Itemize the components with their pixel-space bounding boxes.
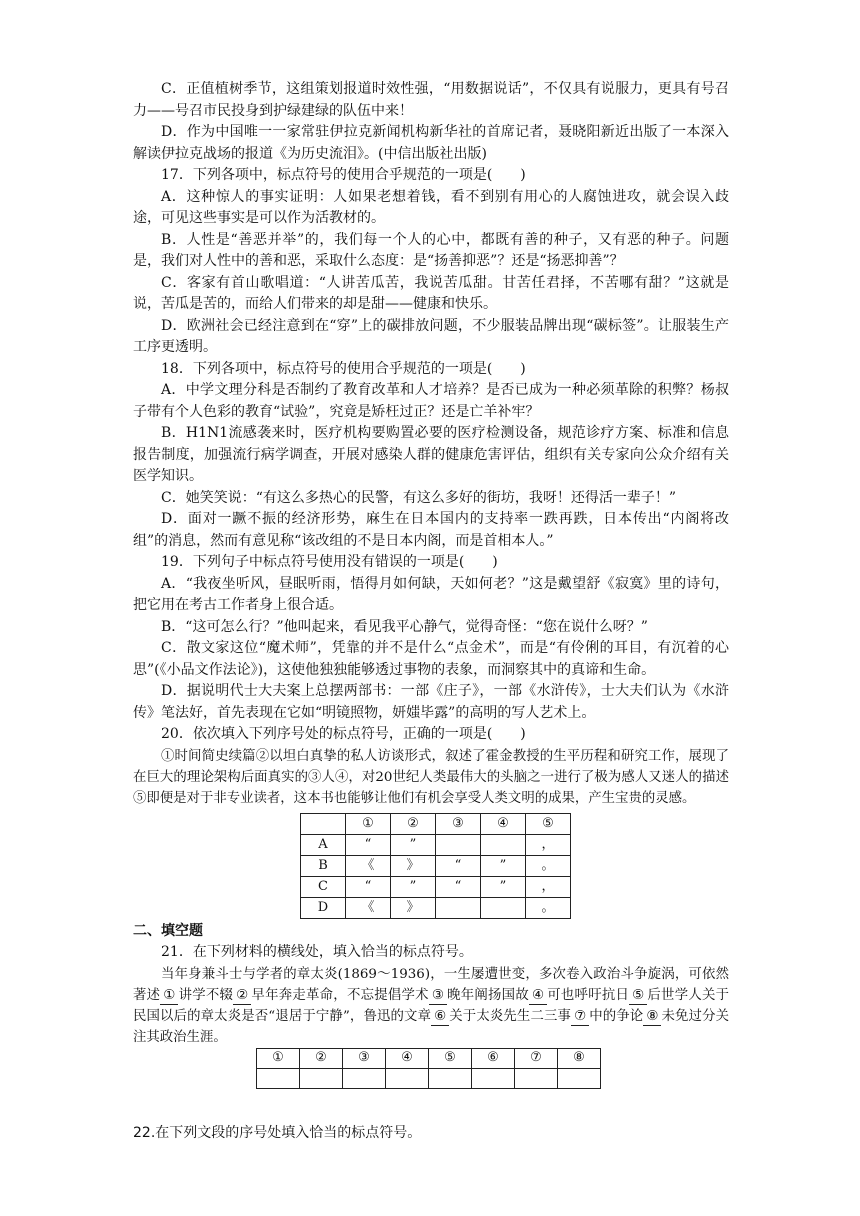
table-cell: ①: [257, 1048, 300, 1068]
table-cell: [481, 897, 526, 918]
table-cell: 》: [391, 855, 436, 876]
table-cell: ②: [391, 813, 436, 834]
table-row: [301, 897, 571, 918]
table-cell: ⑧: [558, 1048, 601, 1068]
table-cell: ⑤: [526, 813, 571, 834]
table-cell: ④: [481, 813, 526, 834]
table-cell: [301, 813, 346, 834]
answer-cell[interactable]: [386, 1068, 429, 1088]
q21-text: 早年奔走革命，不忘提倡学术: [251, 987, 429, 1003]
table-cell: 。: [526, 855, 571, 876]
answer-cell[interactable]: [515, 1068, 558, 1088]
table-cell: ”: [391, 876, 436, 897]
table-row: [301, 876, 571, 897]
q21-blank-1[interactable]: ①: [160, 988, 178, 1005]
q21-blank-7[interactable]: ⑦: [571, 1009, 589, 1026]
q17-stem: 17．下列各项中，标点符号的使用合乎规范的一项是( ): [161, 167, 526, 183]
q20-material: ①时间简史续篇②以坦白真挚的私人访谈形式，叙述了霍金教授的生平历程和研究工作，展现了在巨大的理论架构后面真实的③人④，对20世纪人类最伟大的头脑之一进行了极为感人又迷人的描述⑤即便是对于非专业读者，这本书也能够让他们有机会享受人类文明的成果，产生宝贵的灵感。: [133, 748, 729, 806]
q21-blank-8[interactable]: ⑧: [643, 1009, 661, 1026]
answer-cell[interactable]: [257, 1068, 300, 1088]
table-cell: D: [301, 897, 346, 918]
table-cell: ”: [391, 834, 436, 855]
table-row: [301, 834, 571, 855]
q21-text: 可也呼吁抗日: [547, 987, 630, 1003]
table-cell: [436, 834, 481, 855]
q18-option-c: C．她笑笑说：“有这么多热心的民警，有这么多好的街坊，我呀！还得活一辈子！”: [161, 489, 677, 506]
table-cell: [481, 834, 526, 855]
q19-option-d: D．据说明代士大夫案上总摆两部书：一部《庄子》，一部《水浒传》，士大夫们认为《水浒传》笔法好，首先表现在它如“明镜照物，妍媸毕露”的高明的写人艺术上。: [133, 683, 729, 721]
q21-blank-6[interactable]: ⑥: [431, 1009, 449, 1026]
table-cell: ③: [436, 813, 481, 834]
q18-option-a: A．中学文理分科是否制约了教育改革和人才培养？是否已成为一种必须革除的积弊？杨叔子带有个人色彩的教育“试验”，究竟是矫枉过正？还是亡羊补牢？: [133, 382, 729, 420]
table-cell: ③: [343, 1048, 386, 1068]
answer-cell[interactable]: [300, 1068, 343, 1088]
table-row: [257, 1068, 601, 1088]
content: [133, 79, 729, 1158]
section-title: 二、填空题: [133, 922, 203, 939]
table-cell: [436, 897, 481, 918]
q21-material: [133, 964, 729, 1048]
q18-stem: 18．下列各项中，标点符号的使用合乎规范的一项是( ): [161, 360, 526, 377]
q19-option-c: C．散文家这位“魔术师”，凭靠的并不是什么“点金术”，而是“有伶俐的耳目，有沉着的心思”(《小品文作法论》)，这使他独独能够透过事物的表象，而洞察其中的真谛和生命。: [133, 640, 729, 678]
q17-option-d: D．欧洲社会已经注意到在“穿”上的碳排放问题，不少服装品牌出现“碳标签”。让服装生产工序更透明。: [133, 317, 729, 355]
table-cell: ，: [526, 834, 571, 855]
q18-option-d: D．面对一蹶不振的经济形势，麻生在日本国内的支持率一跌再跌，日本传出“内阁将改组”的消息，然而有意见称“该改组的不是日本内阁，而是首相本人。”: [133, 511, 729, 549]
table-cell: ，: [526, 876, 571, 897]
q22-stem: 22.在下列文段的序号处填入恰当的标点符号。: [133, 1124, 422, 1141]
table-cell: ④: [386, 1048, 429, 1068]
answer-cell[interactable]: [472, 1068, 515, 1088]
table-cell: ⑦: [515, 1048, 558, 1068]
answer-cell[interactable]: [558, 1068, 601, 1088]
table-cell: C: [301, 876, 346, 897]
table-cell: 》: [391, 897, 436, 918]
q16-option-c: C．正值植树季节，这组策划报道时效性强，“用数据说话”，不仅具有说服力，更具有号召力——号召市民投身到护绿建绿的队伍中来！: [133, 81, 729, 119]
q21-answer-table: [256, 1048, 601, 1089]
table-header-row: [257, 1048, 601, 1068]
table-cell: “: [436, 855, 481, 876]
table-cell: ⑥: [472, 1048, 515, 1068]
q19-option-b: B．“这可怎么行？”他叫起来，看见我平心静气，觉得奇怪：“您在说什么呀？”: [161, 618, 648, 635]
table-cell: ”: [481, 876, 526, 897]
q17-option-c: C．客家有首山歌唱道：“人讲苦瓜苦，我说苦瓜甜。甘苦任君择，不苦哪有甜？”这就是说，苦瓜是苦的，而给人们带来的却是甜——健康和快乐。: [133, 274, 729, 312]
table-row: [301, 855, 571, 876]
q17-option-a: A．这种惊人的事实证明：人如果老想着钱，看不到别有用心的人腐蚀进攻，就会误入歧途，可见这些事实是可以作为活教材的。: [133, 188, 729, 226]
table-cell: A: [301, 834, 346, 855]
answer-cell[interactable]: [429, 1068, 472, 1088]
table-cell: “: [346, 834, 391, 855]
q20-stem: 20．依次填入下列序号处的标点符号，正确的一项是( ): [161, 726, 526, 742]
q17-option-b: B．人性是“善恶并举”的，我们每一个人的心中，都既有善的种子，又有恶的种子。问题是，我们对人性中的善和恶，采取什么态度：是“扬善抑恶”？还是“扬恶抑善”？: [133, 231, 729, 269]
q19-option-a: A．“我夜坐听风，昼眠听雨，悟得月如何缺，天如何老？”这是戴望舒《寂寞》里的诗句，把它用在考古工作者身上很合适。: [133, 575, 729, 613]
q21-text: 当年身兼斗士与学者的章太炎(1869～1936)，一生屡遭世变，多次卷入政治斗争旋涡，可依然著述: [133, 966, 729, 1003]
table-cell: “: [436, 876, 481, 897]
table-cell: “: [346, 876, 391, 897]
table-cell: B: [301, 855, 346, 876]
q21-text: 晚年阐扬国故: [446, 987, 529, 1003]
table-cell: ①: [346, 813, 391, 834]
answer-cell[interactable]: [343, 1068, 386, 1088]
q19-stem: 19．下列句子中标点符号使用没有错误的一项是( ): [161, 554, 498, 570]
q21-text: 未免过分关注其政治生涯。: [133, 1008, 730, 1045]
q21-stem: 21．在下列材料的横线处，填入恰当的标点符号。: [161, 944, 473, 960]
table-cell: 。: [526, 897, 571, 918]
table-cell: 《: [346, 855, 391, 876]
table-header-row: [301, 813, 571, 834]
table-cell: ②: [300, 1048, 343, 1068]
q21-text: 后世学人关于民国以后的章太炎是否“退居于宁静”，鲁迅的文章: [133, 987, 730, 1024]
table-cell: 《: [346, 897, 391, 918]
table-cell: ⑤: [429, 1048, 472, 1068]
q18-option-b: B．H1N1流感袭来时，医疗机构要购置必要的医疗检测设备，规范诊疗方案、标准和信息报告制度，加强流行病学调查，开展对感染人群的健康危害评估，组织有关专家向公众介绍有关医学知识。: [133, 425, 729, 484]
q21-text: 中的争论: [589, 1008, 644, 1024]
q21-text: 讲学不辍: [178, 987, 234, 1003]
q21-blank-5[interactable]: ⑤: [629, 988, 647, 1005]
q16-option-d: D．作为中国唯一一家常驻伊拉克新闻机构新华社的首席记者，聂晓阳新近出版了一本深入解读伊拉克战场的报道《为历史流泪》。(中信出版社出版): [133, 124, 729, 162]
q21-text: 关于太炎先生二三事: [449, 1008, 572, 1024]
q21-blank-2[interactable]: ②: [233, 988, 251, 1005]
q20-answer-table: [300, 813, 571, 919]
q21-blank-3[interactable]: ③: [429, 988, 447, 1005]
q21-blank-4[interactable]: ④: [529, 988, 547, 1005]
table-cell: ”: [481, 855, 526, 876]
